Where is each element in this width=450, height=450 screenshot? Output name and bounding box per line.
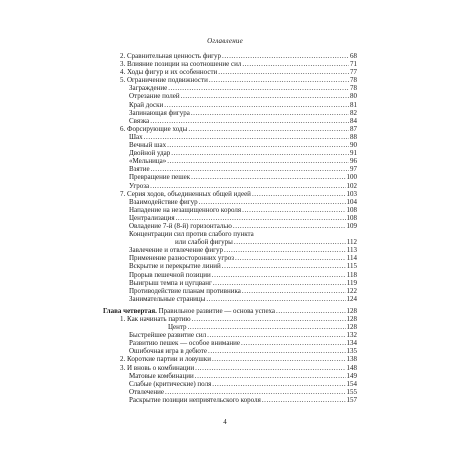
dot-leader	[224, 246, 346, 254]
toc-entry[interactable]	[103, 84, 357, 92]
toc-entry-page: 119	[346, 278, 357, 287]
toc-entry-page: 77	[350, 68, 357, 77]
toc-entry-label: Заграждение	[129, 84, 168, 93]
toc-entry[interactable]	[103, 182, 357, 190]
dot-leader	[276, 307, 345, 315]
toc-entry-page: 97	[350, 165, 357, 174]
toc-entry[interactable]	[103, 52, 357, 60]
toc-entry[interactable]	[103, 339, 357, 347]
toc-entry-page: 96	[350, 157, 357, 166]
toc-entry[interactable]	[103, 222, 357, 230]
toc-entry-page: 112	[346, 238, 357, 247]
dot-leader	[167, 157, 349, 165]
toc-entry[interactable]	[103, 238, 357, 246]
toc-entry-label: Угроза	[129, 181, 150, 190]
toc-entry-label: или слабой фигуры	[175, 238, 233, 247]
toc-entry[interactable]	[103, 173, 357, 181]
toc-entry-label: 6. Форсирующие ходы	[120, 124, 188, 133]
toc-entry-label: 1. Как начинать партию	[120, 315, 191, 323]
toc-entry-label: 7. Серия ходов, объединенных общей идеей	[120, 189, 251, 198]
toc-entry-label: Развитию пешек — особое внимание	[129, 339, 241, 348]
toc-entry-page: 90	[350, 141, 357, 150]
dot-leader	[262, 396, 346, 404]
toc-entry-label: Вечный шах	[129, 141, 167, 150]
dot-leader	[144, 133, 349, 141]
toc-entry-label	[103, 307, 275, 315]
toc-entry[interactable]	[103, 60, 357, 68]
toc-entry-page: 138	[346, 355, 357, 364]
toc-entry-page: 108	[346, 205, 357, 214]
toc-entry[interactable]	[103, 279, 357, 287]
toc-entry-label: Центр	[168, 323, 187, 332]
dot-leader	[233, 222, 346, 230]
toc-entry[interactable]	[103, 230, 357, 238]
dot-leader	[209, 76, 349, 84]
toc-entry[interactable]	[103, 198, 357, 206]
toc-entry-label: Быстрейшее развитие сил	[129, 331, 207, 340]
dot-leader	[207, 331, 345, 339]
toc-entry-page: 71	[350, 60, 357, 69]
toc-entry-label: 4. Ходы фигур и их особенности	[120, 68, 218, 77]
dot-leader	[195, 364, 345, 372]
toc-entry-page: 108	[346, 213, 357, 222]
toc-entry-page: 128	[346, 323, 357, 332]
toc-entry-label: Вскрытие и перекрытие линий	[129, 262, 221, 271]
dot-leader	[242, 287, 346, 295]
dot-leader	[212, 271, 346, 279]
toc-entry-page: 91	[350, 149, 357, 158]
toc-entry[interactable]	[103, 315, 357, 323]
toc-entry-label: Взаимодействие фигур	[129, 197, 198, 206]
dot-leader	[164, 101, 349, 109]
toc-entry-label: 5. Ограничение подвижности	[120, 76, 208, 85]
toc-entry-label: 2. Короткие партии и ловушки	[120, 355, 211, 364]
toc-entry-page: 149	[346, 371, 357, 380]
dot-leader	[176, 214, 346, 222]
toc-entry-page: 78	[350, 76, 357, 85]
toc-entry-page: 157	[346, 395, 357, 404]
toc-entry-page: 68	[350, 52, 357, 60]
toc-entry[interactable]	[103, 347, 357, 355]
toc-entry-label: Слабые (критические) поля	[129, 379, 212, 388]
toc-entry-label: Отвлечение	[129, 387, 164, 396]
toc-entry-page: 88	[350, 132, 357, 141]
toc-entry[interactable]	[103, 68, 357, 76]
toc-entry-label: 2. Сравнительная ценность фигур	[120, 52, 222, 60]
dot-leader	[181, 92, 349, 100]
toc-entry-label: Отрезание полей	[129, 92, 180, 101]
toc-entry[interactable]	[103, 141, 357, 149]
toc-entry[interactable]	[103, 109, 357, 117]
dot-leader	[212, 380, 345, 388]
toc-entry-label: Край доски	[129, 100, 164, 109]
toc-entry-label: Взятие	[129, 165, 150, 174]
dot-leader	[188, 323, 346, 331]
toc-entry[interactable]	[103, 396, 357, 404]
dot-leader	[195, 372, 346, 380]
toc-entry-page: 134	[346, 339, 357, 348]
toc-entry-label: Занимательные страницы	[129, 294, 206, 303]
toc-entry[interactable]	[103, 380, 357, 388]
dot-leader	[188, 125, 349, 133]
dot-leader	[191, 109, 349, 117]
toc-entry-page: 115	[346, 262, 357, 271]
toc-entry[interactable]	[103, 331, 357, 339]
toc-entry[interactable]	[103, 76, 357, 84]
toc-entry[interactable]	[103, 246, 357, 254]
toc-entry[interactable]	[103, 388, 357, 396]
toc-entry[interactable]	[103, 92, 357, 100]
dot-leader	[191, 173, 345, 181]
toc-entry[interactable]	[103, 372, 357, 380]
toc-entry[interactable]	[103, 157, 357, 165]
toc-entry-page: 102	[346, 181, 357, 190]
dot-leader	[234, 238, 346, 246]
dot-leader	[212, 355, 346, 363]
toc-entry-label: Централизация	[129, 213, 175, 222]
toc-entry[interactable]	[103, 133, 357, 141]
toc-entry-page: 81	[350, 100, 357, 109]
page-header: Оглавление	[207, 37, 243, 45]
toc-entry[interactable]	[103, 307, 357, 315]
toc-entry-page: 148	[346, 363, 357, 372]
toc-entry-page: 128	[346, 306, 357, 315]
toc-entry-page: 122	[346, 286, 357, 295]
toc-entry[interactable]	[103, 214, 357, 222]
toc-entry-page: 155	[346, 387, 357, 396]
toc-entry-label: Связка	[129, 116, 150, 125]
toc-entry-page: 118	[346, 270, 357, 279]
dot-leader	[242, 60, 349, 68]
table-of-contents	[103, 52, 357, 404]
toc-entry-label: Двойной удар	[129, 149, 171, 158]
toc-entry-page: 132	[346, 331, 357, 340]
chapter-title: Правильное развитие — основа успеха	[156, 306, 276, 315]
toc-entry[interactable]	[103, 355, 357, 363]
toc-entry[interactable]	[103, 125, 357, 133]
toc-entry-label: Нападение на незащищенного короля	[129, 205, 242, 214]
toc-entry-page: 113	[346, 246, 357, 255]
toc-entry-label: Концентрации сил против слабого пункта	[129, 230, 254, 239]
dot-leader	[150, 117, 349, 125]
dot-leader	[150, 182, 345, 190]
toc-entry-page: 87	[350, 124, 357, 133]
toc-entry-label: Применение разносторонних угроз	[129, 254, 235, 263]
toc-entry-label: Овладение 7-й (8-й) горизонталью	[129, 221, 232, 230]
dot-leader	[206, 295, 345, 303]
dot-leader	[241, 339, 345, 347]
toc-entry[interactable]	[103, 295, 357, 303]
dot-leader	[151, 165, 349, 173]
toc-entry-label: Раскрытие позиции неприятельского короля	[129, 395, 261, 404]
toc-entry-label: «Мельница»	[129, 157, 167, 166]
toc-entry[interactable]	[103, 206, 357, 214]
dot-leader	[192, 315, 346, 323]
dot-leader	[218, 68, 349, 76]
dot-leader	[165, 388, 346, 396]
toc-entry-page: 109	[346, 221, 357, 230]
dot-leader	[222, 262, 346, 270]
dot-leader	[208, 347, 346, 355]
toc-entry-page: 128	[346, 315, 357, 323]
dot-leader	[171, 149, 349, 157]
toc-entry[interactable]	[103, 117, 357, 125]
toc-entry-label: Выигрыш темпа и цугцванг	[129, 278, 212, 287]
chapter-heading: Глава четвертая.	[103, 306, 157, 315]
toc-entry[interactable]	[103, 271, 357, 279]
toc-entry[interactable]	[103, 254, 357, 262]
toc-entry[interactable]	[103, 190, 357, 198]
dot-leader	[199, 198, 346, 206]
toc-entry-label: Запинающая фигура	[129, 108, 190, 117]
toc-entry[interactable]	[103, 149, 357, 157]
toc-entry[interactable]	[103, 165, 357, 173]
toc-entry-page: 84	[350, 116, 357, 125]
dot-leader	[213, 279, 346, 287]
toc-entry-page: 80	[350, 92, 357, 101]
dot-leader	[252, 190, 346, 198]
page-number: 4	[223, 418, 227, 426]
toc-entry-page: 100	[346, 173, 357, 182]
toc-entry-page: 154	[346, 379, 357, 388]
toc-entry-page: 78	[350, 84, 357, 93]
toc-entry[interactable]	[103, 262, 357, 270]
toc-entry[interactable]	[103, 364, 357, 372]
toc-entry-page: 103	[346, 189, 357, 198]
toc-entry[interactable]	[103, 101, 357, 109]
toc-entry-label: Матовые комбинации	[129, 371, 194, 380]
toc-entry-page: 82	[350, 108, 357, 117]
toc-entry-label: 3. Влияние позиции на соотношение сил	[120, 60, 242, 69]
toc-entry-label: Противодействие планам противника	[129, 286, 241, 295]
toc-entry[interactable]	[103, 323, 357, 331]
toc-entry-label: Превращение пешек	[129, 173, 191, 182]
toc-entry-label: Прорыв пешечной позиции	[129, 270, 211, 279]
toc-entry-label: Завлечение и отвлечение фигур	[129, 246, 223, 255]
dot-leader	[167, 141, 349, 149]
toc-entry-label: 3. И вновь о комбинации	[120, 363, 195, 372]
dot-leader	[222, 52, 349, 60]
toc-entry-page: 114	[346, 254, 357, 263]
toc-entry-label: Шах	[129, 132, 143, 141]
toc-entry-page: 124	[346, 294, 357, 303]
dot-leader	[242, 206, 345, 214]
dot-leader	[235, 254, 346, 262]
toc-entry[interactable]	[103, 287, 357, 295]
toc-entry-page: 104	[346, 197, 357, 206]
toc-entry-label: Ошибочная игра в дебюте	[129, 347, 207, 356]
dot-leader	[168, 84, 349, 92]
toc-entry-page: 135	[346, 347, 357, 356]
